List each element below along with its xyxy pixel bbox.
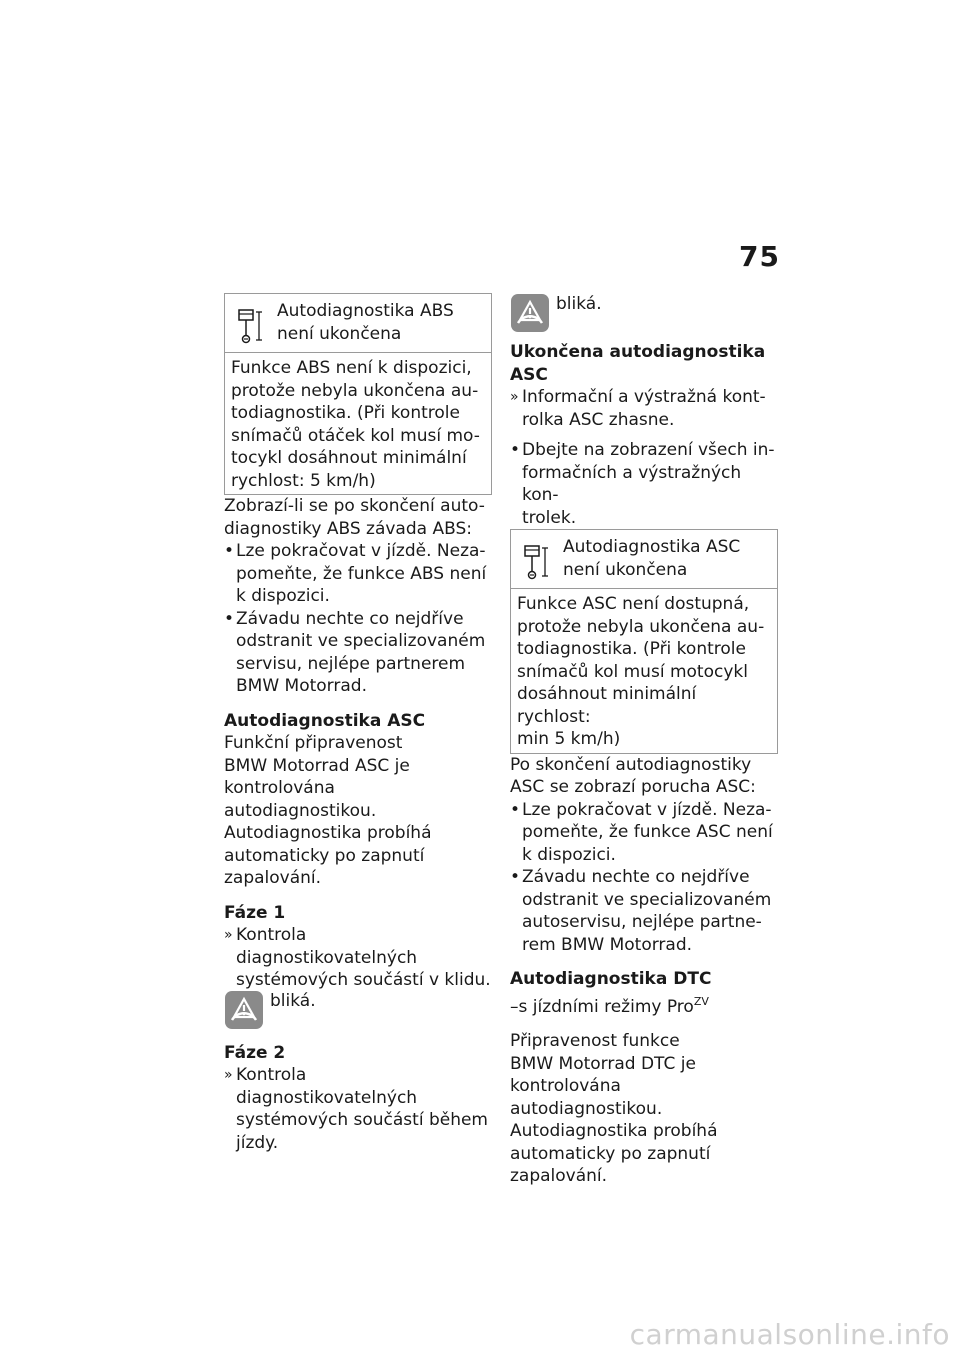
- result-text: systémových součástí během: [236, 1110, 488, 1130]
- bullet-text: Závadu nechte co nejdříve: [522, 867, 750, 887]
- result-marker-icon: »: [224, 927, 233, 943]
- bullet-text: autoservisu, nejlépe partne-: [522, 912, 762, 932]
- asc-notice-title-line: Autodiagnostika ASC: [563, 537, 741, 557]
- section-heading-dtc: Autodiagnostika DTC: [510, 969, 712, 989]
- section-heading-asc: Autodiagnostika ASC: [224, 710, 426, 731]
- paragraph-line: zapalování.: [224, 868, 322, 888]
- bullet-text: Dbejte na zobrazení všech in-: [522, 440, 775, 460]
- bullet-item: [224, 540, 492, 608]
- bullet-icon: •: [224, 608, 235, 629]
- right-column: [510, 293, 778, 1188]
- bullet-text: servisu, nejlépe partnerem: [236, 653, 466, 674]
- bullet-text: Lze pokračovat v jízdě. Neza-: [522, 799, 772, 820]
- paragraph-line: Připravenost funkce: [510, 1031, 680, 1051]
- bullet-item: [510, 439, 778, 529]
- asc-notice-text: todiagnostika. (Při kontrole: [517, 639, 746, 659]
- asc-notice-box: [510, 529, 778, 754]
- abs-notice-text: Funkce ABS není k dispozici,: [231, 358, 472, 378]
- phase-2-result: [224, 1064, 492, 1154]
- result-text: jízdy.: [236, 1132, 279, 1153]
- asc-fault-intro: [510, 754, 778, 799]
- bullet-text: Závadu nechte co nejdříve: [236, 608, 464, 629]
- result-text: Kontrola diagnostikovatelných: [236, 1065, 418, 1108]
- paragraph-line: Funkční připravenost: [224, 733, 403, 753]
- abs-notice-header: [225, 294, 491, 353]
- bullet-text: rem BMW Motorrad.: [522, 934, 693, 955]
- paragraph-line: BMW Motorrad ASC je: [224, 755, 410, 776]
- asc-notice-header: [511, 530, 777, 589]
- paragraph-line: Autodiagnostika probíhá: [224, 823, 432, 843]
- asc-notice-text: protože nebyla ukončena au-: [517, 616, 765, 637]
- watermark: carmanualsonline.info: [629, 1318, 950, 1351]
- paragraph-line: kontrolována autodiagnostikou.: [224, 778, 377, 821]
- bullet-text: odstranit ve specializovaném: [236, 631, 486, 651]
- bullet-item: [510, 866, 778, 956]
- asc-notice-body: [511, 589, 777, 753]
- asc-finished-result: [510, 386, 778, 431]
- bullet-text: Lze pokračovat v jízdě. Neza-: [236, 541, 486, 561]
- heading-line: ASC: [510, 364, 548, 385]
- result-marker-icon: »: [510, 389, 519, 405]
- bullet-text: BMW Motorrad.: [236, 676, 367, 696]
- asc-notice-text: snímačů kol musí motocykl: [517, 661, 748, 682]
- abs-notice-title-line: Autodiagnostika ABS: [277, 301, 454, 321]
- paragraph-line: automaticky po zapnutí: [510, 1143, 711, 1164]
- paragraph-line: automaticky po zapnutí: [224, 845, 425, 866]
- bullet-text: pomeňte, že funkce ASC není: [522, 822, 773, 842]
- abs-notice-title: [277, 300, 454, 345]
- phase-2-heading: Fáze 2: [224, 1042, 286, 1063]
- bullet-text: formačních a výstražných kon-: [522, 462, 742, 505]
- abs-notice-box: [224, 293, 492, 495]
- wrench-diagnostic-icon: [233, 304, 267, 346]
- paragraph-line: diagnostiky ABS závada ABS:: [224, 518, 472, 539]
- asc-notice-text: dosáhnout minimální rychlost:: [517, 684, 697, 727]
- bullet-text: pomeňte, že funkce ABS není: [236, 563, 487, 584]
- page-number: 75: [739, 240, 780, 273]
- result-text: Kontrola diagnostikovatelných: [236, 925, 418, 968]
- dtc-description: [510, 1030, 778, 1188]
- abs-notice-text: tocykl dosáhnout minimální: [231, 448, 467, 468]
- result-text: systémových součástí v klidu.: [236, 970, 491, 990]
- wrench-diagnostic-icon: [519, 540, 553, 582]
- result-text: Informační a výstražná kont-: [522, 387, 766, 407]
- bullet-text: odstranit ve specializovaném: [522, 889, 772, 910]
- abs-notice-text: protože nebyla ukončena au-: [231, 380, 479, 401]
- paragraph-line: kontrolována autodiagnostikou.: [510, 1076, 663, 1119]
- left-column: [224, 293, 492, 1154]
- bullet-icon: •: [510, 440, 521, 460]
- result-marker-icon: »: [224, 1067, 233, 1083]
- phase-1-result: [224, 924, 492, 992]
- bullet-icon: •: [510, 799, 521, 820]
- bullet-text: k dispozici.: [522, 844, 616, 865]
- abs-notice-text: snímačů otáček kol musí mo-: [231, 425, 480, 446]
- paragraph-line: Zobrazí-li se po skončení auto-: [224, 496, 485, 516]
- abs-notice-title-line: není ukončena: [277, 323, 402, 344]
- phase-1-warning-line: [224, 990, 492, 1030]
- dtc-sup-mark: ZV: [693, 994, 709, 1008]
- asc-notice-title-line: není ukončena: [563, 559, 688, 580]
- heading-line: Ukončena autodiagnostika: [510, 342, 766, 362]
- phase-1-heading: Fáze 1: [224, 902, 286, 923]
- paragraph-line: Po skončení autodiagnostiky: [510, 754, 752, 775]
- blink-label: bliká.: [556, 294, 602, 314]
- blink-label: bliká.: [270, 990, 316, 1011]
- paragraph-line: zapalování.: [510, 1166, 608, 1186]
- result-text: rolka ASC zhasne.: [522, 409, 675, 430]
- bullet-text: k dispozici.: [236, 586, 330, 606]
- bullet-item: [510, 799, 778, 867]
- paragraph-line: BMW Motorrad DTC je: [510, 1053, 696, 1074]
- asc-description: [224, 732, 492, 890]
- asc-notice-text: min 5 km/h): [517, 729, 621, 749]
- abs-notice-text: todiagnostika. (Při kontrole: [231, 403, 460, 423]
- bullet-item: [224, 608, 492, 698]
- dtc-sub-text: –s jízdními režimy Pro: [510, 996, 694, 1017]
- paragraph-line: Autodiagnostika probíhá: [510, 1121, 718, 1141]
- abs-notice-body: [225, 353, 491, 494]
- asc-finished-heading: [510, 341, 778, 386]
- asc-notice-title: [563, 536, 740, 581]
- bullet-text: trolek.: [522, 507, 577, 528]
- bullet-icon: •: [224, 541, 235, 561]
- abs-notice-text: rychlost: 5 km/h): [231, 470, 376, 491]
- asc-warning-light-icon: [510, 293, 550, 333]
- abs-fault-intro: [224, 495, 492, 540]
- dtc-subheading: [510, 991, 778, 1019]
- bullet-icon: •: [510, 867, 521, 887]
- asc-warning-light-icon: [224, 990, 264, 1030]
- phase-2-warning-line: [510, 293, 778, 333]
- paragraph-line: ASC se zobrazí porucha ASC:: [510, 777, 756, 797]
- asc-notice-text: Funkce ASC není dostupná,: [517, 594, 750, 614]
